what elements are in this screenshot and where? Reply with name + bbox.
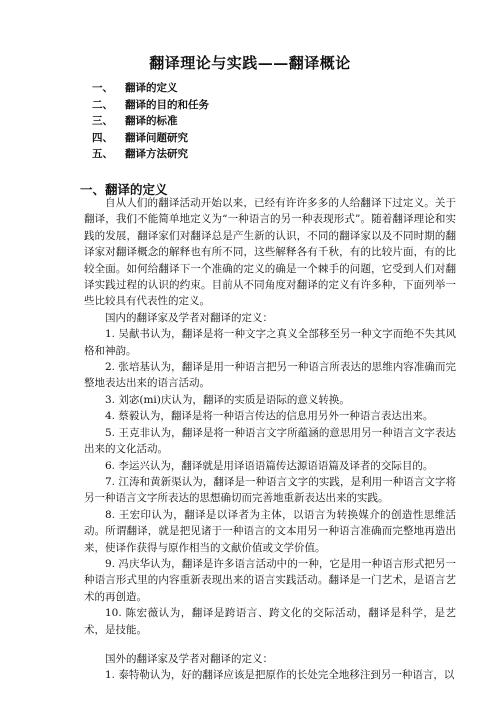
toc-label: 翻译的目的和任务 (125, 98, 209, 111)
table-of-contents (92, 80, 209, 163)
definition-item: 10. 陈宏薇认为，翻译是跨语言、跨文化的交际活动，翻译是科学，是艺术，是技能。 (84, 607, 456, 636)
definition-item: 5. 王克非认为，翻译是将一种语言文字所蕴涵的意思用另一种语言文字表达出来的文化活动。 (84, 426, 456, 456)
toc-item (92, 130, 209, 147)
foreign-lead: 国外的翻译家及学者对翻译的定义： (105, 652, 273, 665)
toc-item (92, 146, 209, 163)
body-text (84, 195, 456, 684)
definition-item: 1. 吴献书认为，翻译是将一种文字之真义全部移至另一种文字而绝不失其风格和神韵。 (84, 328, 456, 357)
toc-label: 翻译的标准 (125, 115, 178, 127)
toc-item (92, 80, 209, 97)
intro-paragraph: 自从人们的翻译活动开始以来，已经有许许多多的人给翻译下过定义。关于翻译，我们不能简单地定义为“一种语言的另一种表现形式”。随着翻译理论和实践的发展，翻译家们对翻译总是产生新的认识，不同的翻译家以及不同时期的翻译家对翻译概念的解释也有所不同，这些解释各有千秋，有的比较片面，有的比较全面。如何给翻译下一个准确的定义的确是一个棘手的问题，它受到人们对翻译实践过程的认识的约束。目前从不同角度对翻译的定义有许多种，下面列举一些比较具有代表性的定义。 (84, 197, 456, 308)
toc-label: 翻译的定义 (125, 82, 178, 94)
foreign-definition-item: 1. 泰特勒认为，好的翻译应该是把原作的长处完全地移注到另一种语言，以 (105, 669, 455, 682)
toc-number: 一、 (92, 82, 113, 94)
toc-item (92, 113, 209, 130)
toc-number: 五、 (92, 148, 113, 160)
definition-item: 2. 张培基认为，翻译是用一种语言把另一种语言所表达的思维内容准确而完整地表达出来的语言活动。 (84, 361, 456, 390)
toc-label: 翻译问题研究 (125, 131, 188, 144)
definition-item: 9. 冯庆华认为，翻译是许多语言活动中的一种，它是用一种语言形式把另一种语言形式里的内容重新表现出来的语言实践活动。翻译是一门艺术，是语言艺术的再创造。 (84, 557, 456, 603)
definition-item: 6. 李运兴认为，翻译就是用译语语篇传达源语语篇及译者的交际目的。 (105, 459, 434, 472)
toc-number: 三、 (92, 115, 113, 127)
paragraph-gap (84, 638, 456, 651)
toc-label: 翻译方法研究 (125, 148, 188, 160)
section-heading: 一、翻译的定义 (80, 182, 168, 197)
definition-item: 3. 刘宓(mi)庆认为，翻译的实质是语际的意义转换。 (105, 393, 350, 406)
toc-number: 二、 (92, 98, 113, 111)
toc-number: 四、 (92, 131, 113, 144)
toc-item (92, 97, 209, 114)
page-title: 翻译理论与实践——翻译概论 (149, 54, 351, 72)
domestic-lead: 国内的翻译家及学者对翻译的定义： (105, 311, 273, 324)
definition-item: 4. 蔡毅认为，翻译是将一种语言传达的信息用另外一种语言表达出来。 (105, 410, 434, 423)
definition-item: 7. 江涛和黄新渠认为，翻译是一种语言文字的实践，是利用一种语言文字将另一种语言文字所表达的思想确切而完善地重新表达出来的实践。 (84, 475, 456, 505)
definition-item: 8. 王宏印认为，翻译是以译者为主体，以语言为转换媒介的创造性思维活动。所谓翻译，就是把见诸于一种语言的文本用另一种语言准确而完整地再造出来，使译作获得与原作相当的文献价值或文学价值。 (84, 508, 456, 554)
